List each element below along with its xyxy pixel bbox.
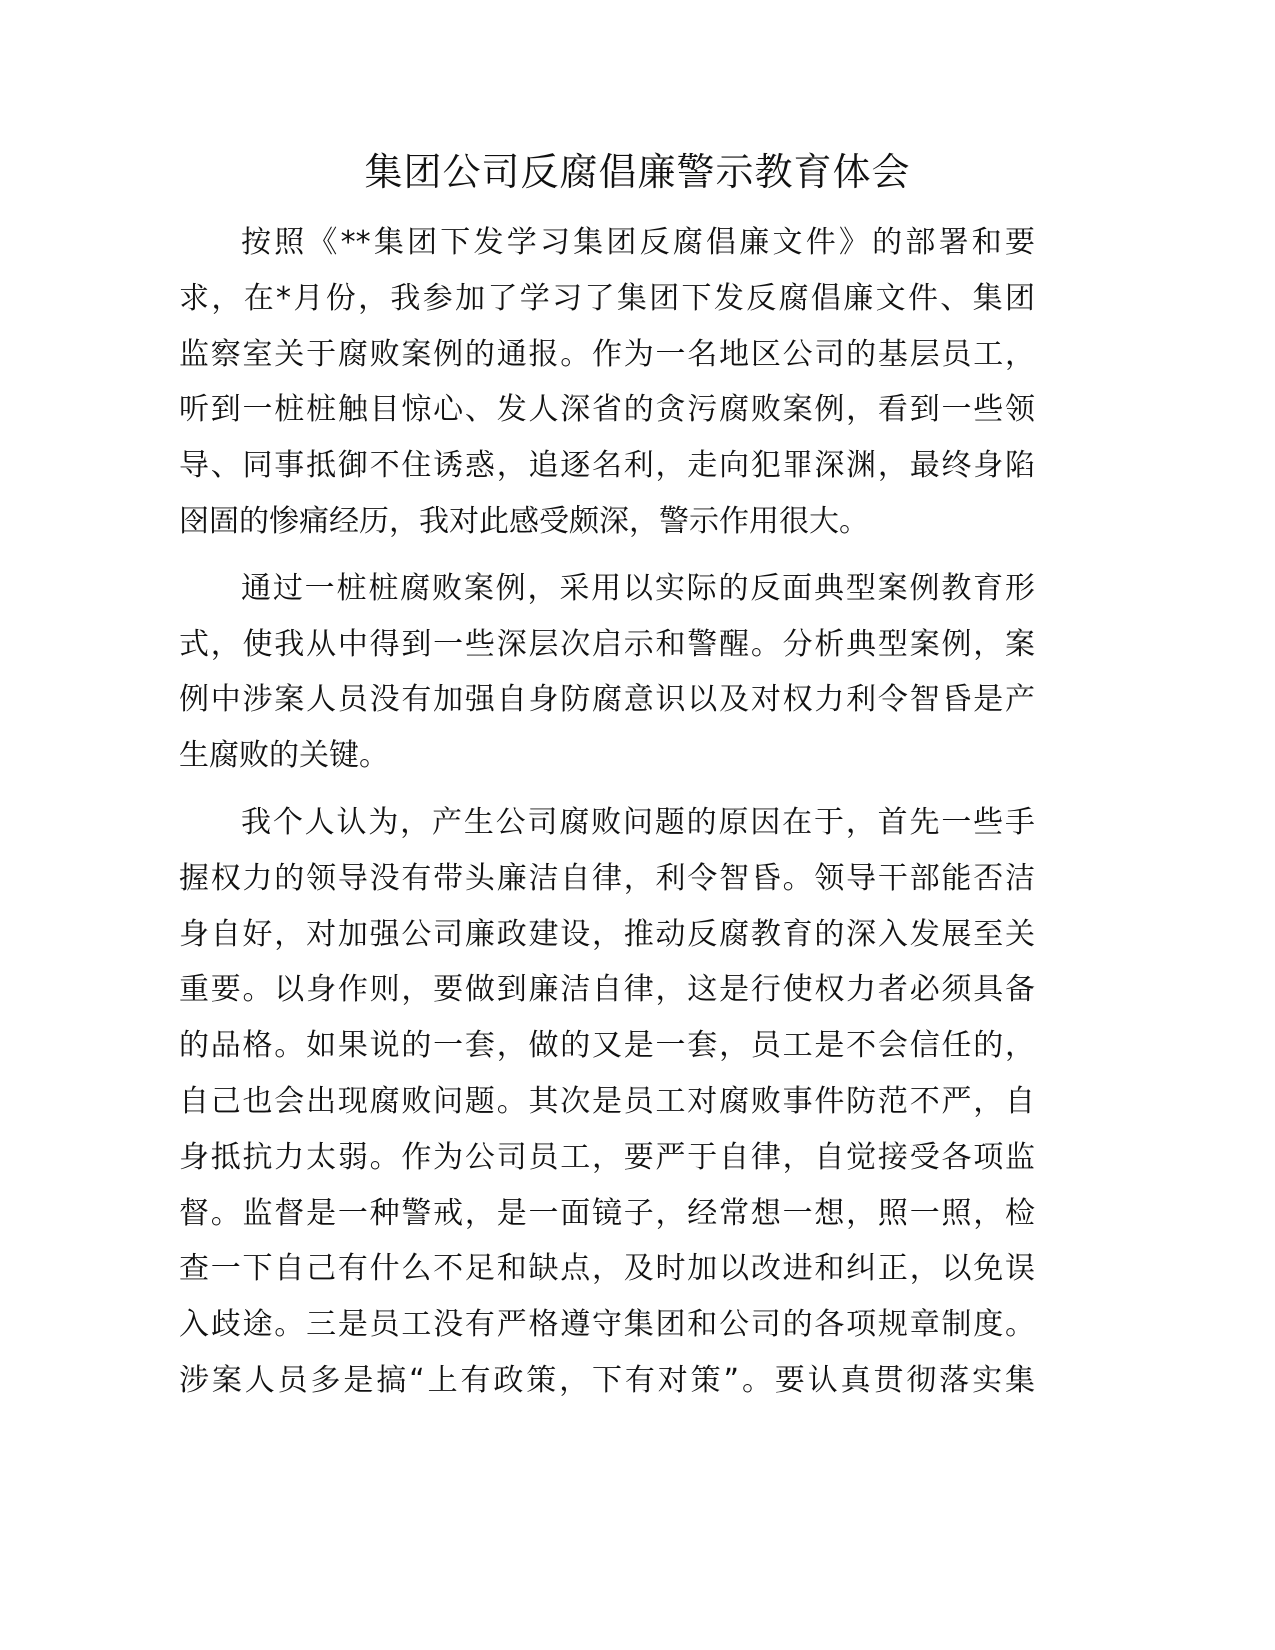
paragraph-line: 入歧途。三是员工没有严格遵守集团和公司的各项规章制度。 <box>179 1307 1035 1343</box>
paragraph-line: 听到一桩桩触目惊心、发人深省的贪污腐败案例，看到一些领 <box>179 392 1035 428</box>
document-body <box>179 215 1035 1420</box>
paragraph-line: 生腐败的关键。 <box>179 738 389 774</box>
paragraph-line: 求，在*月份，我参加了学习了集团下发反腐倡廉文件、集团 <box>179 280 1035 316</box>
document-title: 集团公司反腐倡廉警示教育体会 <box>364 150 911 194</box>
paragraph-line: 的品格。如果说的一套，做的又是一套，员工是不会信任的， <box>179 1028 1035 1064</box>
paragraph-line: 查一下自己有什么不足和缺点，及时加以改进和纠正，以免误 <box>179 1251 1035 1287</box>
paragraph-line: 例中涉案人员没有加强自身防腐意识以及对权力利令智昏是产 <box>179 682 1035 718</box>
paragraph <box>179 215 1035 550</box>
paragraph-line: 身抵抗力太弱。作为公司员工，要严于自律，自觉接受各项监 <box>179 1139 1035 1175</box>
paragraph <box>179 561 1035 784</box>
paragraph-line: 重要。以身作则，要做到廉洁自律，这是行使权力者必须具备 <box>179 972 1035 1008</box>
paragraph-line: 按照《**集团下发学习集团反腐倡廉文件》的部署和要 <box>241 225 1035 260</box>
paragraph-line: 导、同事抵御不住诱惑，追逐名利，走向犯罪深渊，最终身陷 <box>179 448 1035 484</box>
paragraph-line: 握权力的领导没有带头廉洁自律，利令智昏。领导干部能否洁 <box>179 860 1035 896</box>
paragraph-line: 我个人认为，产生公司腐败问题的原因在于，首先一些手 <box>241 804 1035 840</box>
paragraph-line: 自己也会出现腐败问题。其次是员工对腐败事件防范不严，自 <box>179 1083 1035 1119</box>
paragraph-line: 通过一桩桩腐败案例，采用以实际的反面典型案例教育形 <box>241 570 1035 606</box>
paragraph <box>179 795 1035 1409</box>
paragraph-line: 督。监督是一种警戒，是一面镜子，经常想一想，照一照，检 <box>179 1195 1035 1231</box>
paragraph-line: 身自好，对加强公司廉政建设，推动反腐教育的深入发展至关 <box>179 916 1035 952</box>
paragraph-line: 囹圄的惨痛经历，我对此感受颇深，警示作用很大。 <box>179 503 869 539</box>
paragraph-line: 式，使我从中得到一些深层次启示和警醒。分析典型案例，案 <box>179 626 1035 662</box>
paragraph-line: 监察室关于腐败案例的通报。作为一名地区公司的基层员工， <box>179 336 1035 372</box>
paragraph-line: 涉案人员多是搞“上有政策，下有对策”。要认真贯彻落实集 <box>179 1362 1035 1398</box>
